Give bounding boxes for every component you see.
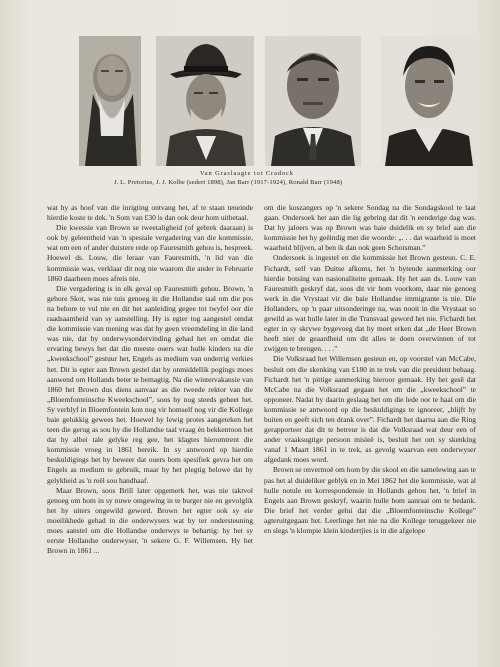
- portrait-row: [79, 36, 477, 168]
- paragraph: Brown se onvermoë om hom by die skool en die samelewing aan te pas het al duideliker geblyk en in Mei 1862 het die kommissie, wat al hulle notule en korrespondensie in Hollands gehou het, 'n brief in Engels aan Brown geskryf, waarin hulle hom aanraai om te bedank. Die brief het verder gelui dat die „Bloemfonteinsche Kollege” agteruitgegaan het. Leerlinge het nie na die Kollege teruggekeer nie en slegs 'n klompie klein kindertjies is in die afgelope: [264, 465, 476, 535]
- text-column-left: [47, 203, 253, 667]
- paragraph: Maar Brown, soos Brill later opgemerk het, was nie taktvol genoeg om hom in sy nuwe omgewing in te burger nie en gevolglik het hy uiters ongewild geword. Brown het egter ook sy eie moeilikhede gehad in die onderwysers wat hy ter ondersteuning moes aanstel om die Hollandse onderwys te behartig: hy het sy eerste Hollandse onderwyser, 'n sekere G. F. Willemsen. Hy het Brown in 1861 ...: [47, 485, 253, 556]
- caption-names: J. L. Pretorius, J. J. Kolbe (sedert 1898), Jan Barr (1917-1924), Ronald Barr (1948): [114, 179, 343, 186]
- portrait-middle-aged-man: [265, 36, 361, 166]
- text-column-right: [264, 203, 476, 667]
- paragraph: Ondersoek is ingestel en die kommissie het Brown gesteun. C. E. Fichardt, self van Duitse afkoms, het 'n bytende aanmerking oor hierdie botsing van nasionaliteite gemaak. Hy het aan ds. Louw van Fauresmith geskryf dat, soos dit vir hom voorkom, daar nie genoeg werk in die Vrystaat vir die baie Hollandse immigrante is nie. Die Hollanders, op 'n paar uitsonderinge na, was nooit in die Vrystaat so gewild as wat hulle later in die Transvaal geword het nie. Fichardt het egter in sy skrywe bygevoeg dat hy moet erken dat „de Heer Brown heeft niet de geaardheid om dit alles te doen overwinnen of tot zwijgen te brengen. . . .”: [264, 253, 476, 354]
- portrait-young-man: [381, 36, 477, 166]
- paragraph: Die vergadering is in elk geval op Fauresmith gehou. Brown, 'n gebore Skot, was nie tuis genoeg in die Hollandse taal om die pos na behore te vul nie en dit het aanleiding gegee tot twyfel oor die raadsaamheid van sy aanstelling. Hy is egter tog aangestel omdat die kommissie van mening was dat hy geen vreemdeling in die land was nie, dat hy onderwysondervinding gehad het en omdat die ervaring bewys het dat die meeste ouers wat hulle kinders na die „kweekschool” gestuur het, Engels as medium van onderrig verkies het. Dit is egter aan Brown gestel dat hy onmiddellik pogings moes aanwend om Hollands beter te bemagtig. Na die wintervakansie van 1860 het Brown dus diens aanvaar as die tweede rektor van die „Bloemfonteinsche Kweekschool”, soos hy nog steeds geheet het. Sy verblyf in Bloemfontein kon nog vir homself nog vir die Kollege baie gelukkig gewees het. Hoewel hy lewig protes aangeteken het teen die gerug as sou hy die Hollandse taal vraag én bekkentoon het dat hy albei tale gelyke reg gee, het klagtes hieromtrent die kommissie vroeg in 1861 bereik. In sy antwoord op hierdie beskuldigings het hy beweer dat ouers hom spesifiek gevra het om Engels as medium te gebruik, maar hy het plegtig belowe dat hy gelykheid as 'n reël sou handhaaf.: [47, 283, 253, 485]
- paragraph: Die Volksraad het Willemsen gesteun en, op voorstel van McCabe, besluit om die skenking van £180 in te trek van die president behaag. Fichardt het 'n pittige aanmerking hieroor gemaak. Hy het gesê dat McCabe na die Volksraad gegaan het om die „kweekschool” te opponeer. Nadat hy daarin geslaag het om die lede oor te haal om die kommissie se antwoord op die beskuldigings te ignoreer, „blijft hy buiten en geeft sich ten drank over”. Fichardt het daarna aan die Ring gerapporteer dat dit te betreur is dat die Volksraad wat deur een of ander vraaksugtige persoon misleë is, besluit het om sy skenking vanaf 1 Maart 1861 in te trek, as gevolg waarvan een onderwyser afgedank moes word.: [264, 354, 476, 465]
- paragraph: om die koszangers op 'n sekere Sondag na die Sondagskool te laat gaan. Ondersoek het aan die lig gebring dat dit 'n eenderige dag was. Dat hy jaloers was op Brown was baie duidelik en sy brief aan die kommissie het hy geëindig met die woorde: „. . . dat waarheid is moet waarheid blijven, al ben ik dan ook geen Schotsman.”: [264, 203, 476, 253]
- paragraph: wat hy as hoof van die inrigting ontvang het, af te staan teneinde hierdie koste te dek. 'n Som van £30 is dan ook deur hom uitbetaal.: [47, 203, 253, 223]
- paragraph: Die kwessie van Brown se tweetaligheid (of gebrek daaraan) is ook by geleentheid van 'n spesiale vergadering van die kommissie, wat om een of ander duistere rede op Fauresmith gehou is, bespreek. Hoewel ds. Louw, die leraar van Fauresmith, 'n lid van die kommissie was, verklaar dit nog nie waarom die ander in Februarie 1860 daarheen moes afreis nie.: [47, 223, 253, 283]
- portrait-bearded-elder: [79, 36, 141, 166]
- caption-title: Van Graslaagte tot Cradock: [200, 170, 294, 177]
- portrait-elder-with-hat: [156, 36, 254, 166]
